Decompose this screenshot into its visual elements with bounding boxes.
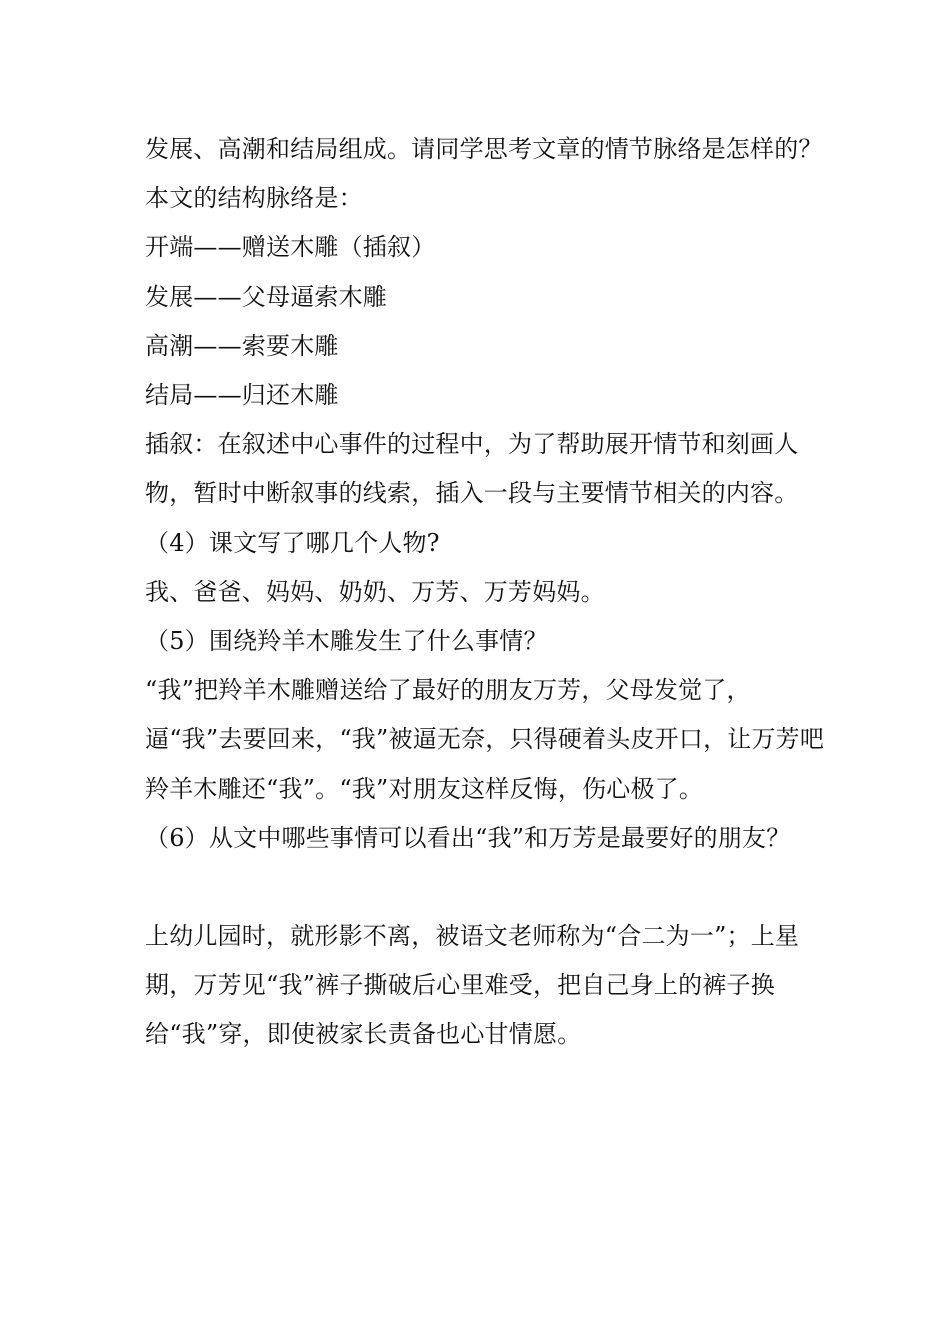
paragraph-question-5: （5）围绕羚羊木雕发生了什么事情？ — [145, 627, 548, 656]
document-body — [145, 125, 825, 1060]
paragraph-plot-question: 发展、高潮和结局组成。请同学思考文章的情节脉络是怎样的？ — [145, 135, 823, 163]
paragraph-structure-beginning: 开端——赠送木雕（插叙） — [145, 233, 436, 262]
paragraph-structure-heading: 本文的结构脉络是： — [145, 184, 363, 213]
paragraph-answer-4: 我、爸爸、妈妈、奶奶、万芳、万芳妈妈。 — [145, 577, 605, 606]
paragraph-flashback-definition: 插叙：在叙述中心事件的过程中，为了帮助展开情节和刻画人物，暂时中断叙事的线索，插入一段与主要情节相关的内容。 — [145, 430, 799, 508]
paragraph-question-6: （6）从文中哪些事情可以看出“我”和万芳是最要好的朋友？ — [145, 823, 791, 852]
paragraph-structure-ending: 结局——归还木雕 — [145, 381, 339, 410]
paragraph-structure-development: 发展——父母逼索木雕 — [145, 282, 387, 311]
paragraph-structure-climax: 高潮——索要木雕 — [145, 331, 339, 360]
paragraph-question-4: （4）课文写了哪几个人物? — [145, 528, 440, 557]
paragraph-answer-5: “我”把羚羊木雕赠送给了最好的朋友万芳，父母发觉了，逼“我”去要回来，“我”被逼无奈，只得硬着头皮开口，让万芳吧羚羊木雕还“我”。“我”对朋友这样反悔，伤心极了。 — [145, 676, 825, 803]
paragraph-answer-6: 上幼儿园时，就形影不离，被语文老师称为“合二为一”；上星期，万芳见“我”裤子撕破后心里难受，把自己身上的裤子换给“我”穿，即使被家长责备也心甘情愿。 — [145, 922, 800, 1049]
